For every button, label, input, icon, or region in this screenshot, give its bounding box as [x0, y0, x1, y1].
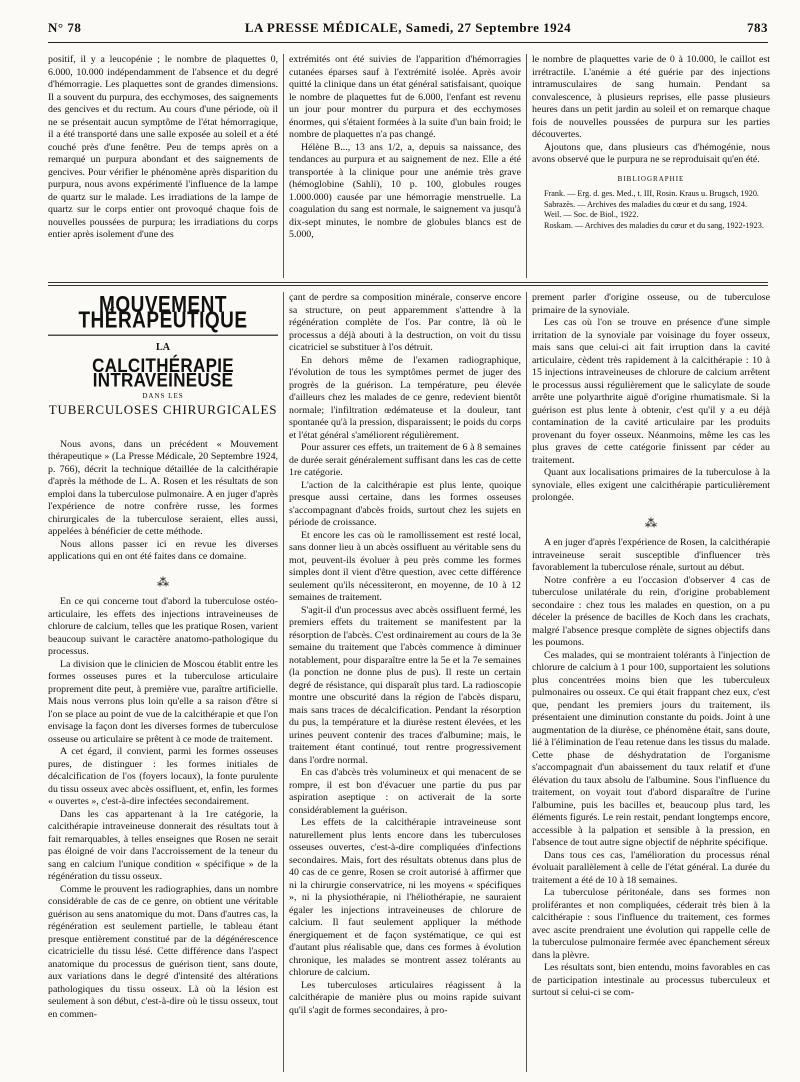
- issue-number: N° 78: [48, 20, 82, 35]
- bibliography-entry: Frank. — Erg. d. ges. Med., t. III, Rosin. Kraus u. Brugsch, 1920.: [544, 189, 759, 198]
- paragraph: le nombre de plaquettes varie de 0 à 10.000, le caillot est irrétractile. L'anémie a été guérie par des injections intramusculaires de sang humain. Pendant sa convalescence, à plusieurs reprises, elle passe plusieurs heures dans un petit jardin au soleil et on remarque chaque fois de nouvelles poussées de purpura sur les parties découvertes.: [532, 54, 770, 140]
- paragraph: La division que le clinicien de Moscou établit entre les formes osseuses pures et la tuberculose articulaire proprement dite peut, à première vue, paraître artificielle. Mais nous verrons plus loin qu'elle a sa raison d'être si l'on se place au point de vue de la calcithérapie et que l'on envisage la façon dont les diverses formes de tuberculose osseuse ou articulaire se prêtent à ce mode de traitement.: [48, 658, 278, 745]
- article-column-3: [532, 292, 770, 1072]
- paragraph: A en juger d'après l'expérience de Rosen, la calcithérapie intraveineuse serait susceptible d'influencer très favorablement la tuberculose rénale, surtout au début.: [532, 537, 770, 573]
- paragraph: En dehors même de l'examen radiographique, l'évolution de tous les symptômes permet de juger des progrès de la guérison. La température, peu élevée d'ailleurs chez les malades de ce genre, redevient bientôt normale; l'infiltration œdémateuse et la douleur, tant spontanée qu'à la pression, disparaissent; le poids du corps et l'état général s'améliorent régulièrement.: [289, 354, 521, 441]
- paragraph: Et encore les cas où le ramollissement est resté local, sans donner lieu à un abcès ossifluent au véritable sens du mot, peuvent-ils évoluer à peu près comme les formes simples dont il vient d'être question, avec cette différence seulement qu'ils nécessiteront, en moyenne, de 10 à 12 semaines de traitement.: [289, 529, 521, 603]
- paragraph: Les cas où l'on se trouve en présence d'une simple irritation de la synoviale par voisinage du foyer osseux, mais sans que celui-ci ait fait irruption dans la cavité articulaire, cèdent très rapidement à la calcithérapie : 10 à 15 injections intraveineuses de chlorure de calcium arrêtent le processus aussi régulièrement que le salicylate de soude arrête une polyarthrite aiguë d'origine rhumatismale. Si la guérison est plus lente à obtenir, c'est qu'il y a eu déjà contamination de la cavité articulaire par les produits provenant du foyer osseux. Néanmoins, même les cas les plus graves de cette catégorie finissent par céder au traitement.: [532, 317, 770, 466]
- bibliography-entry: Sabrazès. — Archives des maladies du cœur et du sang, 1924.: [544, 199, 748, 209]
- paragraph: Ces malades, qui se montraient tolérants à l'injection de chlorure de calcium à 1 pour 100, supportaient les solutions plus concentrées moins bien que les tuberculeux pulmonaires ou osseux. Ce qui était frappant chez eux, c'est que, pendant les premiers jours du traitement, ils présentaient une diminution constante du poids. Joint à une augmentation de la diurèse, ce phénomène était, sans doute, lié à l'élimination de l'eau retenue dans les tissus du malade. Cette phase de déshydratation de l'organisme s'accompagnait d'un abaissement du taux relatif et d'une élévation du taux absolu de l'albumine. Sous l'influence du traitement, on voyait tout d'abord disparaître de l'urine l'albumine, puis les bacilles et, beaucoup plus tard, les éléments figurés. Le rein restait, pendant longtemps encore, accessible à la palpation et sensible à la pression, en l'absence de tout autre signe objectif de néphrite spécifique.: [532, 649, 770, 848]
- paragraph: L'action de la calcithérapie est plus lente, quoique presque aussi certaine, dans les formes osseuses s'accompagnant d'abcès froids, surtout chez les sujets en période de croissance.: [289, 479, 521, 528]
- section-separator: ⁂: [645, 515, 657, 530]
- paragraph: En ce qui concerne tout d'abord la tuberculose ostéo-articulaire, les effets des injections intraveineuses de chlorure de calcium, telles que les pratique Rosen, varient beaucoup suivant le caractère anatomo-pathologique du processus.: [48, 596, 278, 657]
- paragraph: Hélène B..., 13 ans 1/2, a, depuis sa naissance, des tendances au purpura et au saignement de nez. Elle a été transportée à la clinique pour une anémie très grave (hémoglobine (Sahli), 10 p. 100, globules rouges 1.000.000) causée par une hémorragie menstruelle. La coagulation du sang est normale, le saignement va jusqu'à dix-sept minutes, le nombre de globules blancs est de 5.000,: [289, 141, 521, 240]
- article-subtitle: TUBERCULOSES CHIRURGICALES: [48, 402, 278, 417]
- section-title: MOUVEMENT THÉRAPEUTIQUE: [48, 292, 278, 336]
- title-connector: DANS LES: [142, 391, 184, 400]
- bibliography-entry: Weil. — Soc. de Biol., 1922.: [544, 210, 639, 219]
- column-rule: [526, 292, 527, 1072]
- paragraph: Les résultats sont, bien entendu, moins favorables en cas de participation intestinale au processus tuberculeux et surtout si celui-ci se com-: [532, 962, 770, 998]
- paragraph: A cet égard, il convient, parmi les formes osseuses pures, de distinguer : les formes initiales de décalcification de l'os (foyers locaux), la fonte purulente du tissu osseux avec abcès ossifluent, et, enfin, les formes « ouvertes », c'est-à-dire infectées secondairement.: [48, 746, 278, 807]
- paragraph: positif, il y a leucopénie ; le nombre de plaquettes 0, 6.000, 10.000 indépendamment de l'absence et du degré d'hémorragie. Les plaquettes sont de grandes dimensions. Il a souvent du purpura, des ecchymoses, des saignements des gencives et du rectum. Au cours d'une période, où il ne se présentait aucun symptôme de l'état hémorragique, il a été transporté dans une salle exposée au soleil et a été couché près d'une fenêtre. Peu de temps après on a remarqué un purpura abondant et des saignements de gencives. Pour vérifier le phénomène après disparition du purpura, nous avons expérimenté l'influence de la lampe de quartz sur le malade. Les irradiations de la lampe de quartz sur le corps entier ont provoqué chaque fois de nouvelles poussées de purpura; les irradiations du corps entier après isolement d'une des: [48, 54, 278, 240]
- column-rule: [283, 292, 284, 1072]
- column-rule: [526, 54, 527, 278]
- bibliography-title: BIBLIOGRAPHIE: [617, 174, 685, 183]
- paragraph: Quant aux localisations primaires de la tuberculose à la synoviale, elles exigent une calcithérapie particulièrement prolongée.: [532, 467, 770, 503]
- column-rule: [283, 54, 284, 278]
- page-header: [48, 12, 768, 43]
- top-column-1: [48, 54, 278, 278]
- section-divider: [48, 282, 768, 283]
- title-article-word: LA: [156, 342, 170, 353]
- paragraph: Pour assurer ces effets, un traitement de 6 à 8 semaines de durée serait généralement suffisant dans les cas de cette 1re catégorie.: [289, 442, 521, 478]
- paragraph: prement parler d'origine osseuse, ou de tuberculose primaire de la synoviale.: [532, 292, 770, 316]
- paragraph: Nous avons, dans un précédent « Mouvement thérapeutique » (La Presse Médicale, 20 Septembre 1924, p. 766), décrit la technique détaillée de la calcithérapie d'après la méthode de L. A. Rosen et les résultats de son emploi dans la tuberculose pulmonaire. A en juger d'après l'expérience de notre confrère russe, les formes chirurgicales de la tuberculose seraient, elles aussi, appelées à bénéficier de cette méthode.: [48, 438, 278, 537]
- journal-title: LA PRESSE MÉDICALE, Samedi, 27 Septembre 1924: [244, 20, 572, 35]
- paragraph: Notre confrère a eu l'occasion d'observer 4 cas de tuberculose unilatérale du rein, d'origine probablement secondaire : chez tous les malades en question, on a pu déceler la présence de bacilles de Koch dans les crachats, malgré l'absence presque complète de signes objectifs dans les poumons.: [532, 574, 770, 648]
- paragraph: Les effets de la calcithérapie intraveineuse sont naturellement plus lents encore dans les tuberculoses osseuses ouvertes, c'est-à-dire compliquées d'infections secondaires. Mais, fort des résultats obtenus dans plus de 40 cas de ce genre, Rosen se croit autorisé à affirmer que ni la chirurgie conservatrice, ni les moyens « spécifiques », ni la physiothérapie, ni l'héliothérapie, ne sauraient égaler les injections intraveineuses de chlorure de calcium. Il faut seulement appliquer la méthode énergiquement et de façon systématique, ce qui est d'autant plus réalisable que, dans ces formes à évolution chronique, les malades se montrent assez tolérants au chlorure de calcium.: [289, 817, 521, 978]
- section-divider: [48, 285, 768, 286]
- article-column-1: [48, 292, 278, 1072]
- page-number: 783: [747, 20, 768, 35]
- top-column-2: [289, 54, 521, 278]
- paragraph: La tuberculose péritonéale, dans ses formes non proliférantes et non compliquées, céderait très bien à la calcithérapie : sous l'influence du traitement, ces formes avec ascite prendraient une évolution qui rappelle celle de la tuberculose pulmonaire fermée avec épanchement séreux dans la plèvre.: [532, 887, 770, 961]
- paragraph: Comme le prouvent les radiographies, dans un nombre considérable de cas de ce genre, on obtient une véritable guérison au sens anatomique du mot. Dans d'autres cas, la régénération est seulement partielle, le tableau étant presque entièrement constitué par de la dégénérescence cicatricielle du tissu lésé. Cette différence dans l'aspect anatomique du processus de guérison tient, sans doute, aux variations dans le degré d'intensité des altérations pathologiques du tissu osseux. Là où la lésion est seulement à son début, c'est-à-dire où le tissu osseux, tout en commen-: [48, 883, 278, 1020]
- paragraph: En cas d'abcès très volumineux et qui menacent de se rompre, il est bon d'évacuer une partie du pus par aspiration aseptique : on activerait de la sorte considérablement la guérison.: [289, 767, 521, 816]
- paragraph: çant de perdre sa composition minérale, conserve encore sa structure, on peut apparemment s'attendre à la régénération complète de l'os. Par contre, là où le processus a déjà abouti à la destruction, on voit du tissu cicatriciel se substituer à l'os détruit.: [289, 292, 521, 353]
- paragraph: extrémités ont été suivies de l'apparition d'hémorragies cutanées éparses sauf à l'extrémité isolée. Après avoir quitté la clinique dans un état général satisfaisant, quoique le nombre de plaquettes fut de 6.000, l'enfant est revenu un jour pour montrer du purpura et des ecchymoses énormes, qui s'étaient formées à la suite d'un bain froid; le nombre de plaquettes n'a pas changé.: [289, 54, 521, 140]
- paragraph: S'agit-il d'un processus avec abcès ossifluent fermé, les premiers effets du traitement se manifestent par la résorption de l'abcès. C'est ordinairement au cours de la 3e semaine du traitement que l'abcès commence à diminuer notablement, pour disparaître entre la 5e et la 7e semaines (la ponction ne donne plus de pus). Il reste un certain degré de résistance, qui disparaît plus tard. La radioscopie montre une obscurité dans la région de l'abcès disparu, mais sans traces de décalcification. Pendant la résorption du pus, la température et la diurèse restent élevées, et les urines peuvent contenir des traces d'albumine; mais, le traitement étant continué, tout rentre progressivement dans l'ordre normal.: [289, 604, 521, 766]
- paragraph: Les tuberculoses articulaires réagissent à la calcithérapie de manière plus ou moins rapide suivant qu'il s'agit de formes secondaires, à pro-: [289, 979, 521, 1016]
- top-column-3: [532, 54, 770, 278]
- section-separator: ⁂: [157, 574, 169, 589]
- bibliography-entry: Roskam. — Archives des maladies du cœur et du sang, 1922-1923.: [544, 220, 764, 230]
- paragraph: Dans les cas appartenant à la 1re catégorie, la calcithérapie intraveineuse donnerait des résultats tout à fait remarquables, à telles enseignes que Rosen ne serait pas éloigné de voir dans l'accroissement de la teneur du sang en calcium l'unique condition « spécifique » de la régénération du tissu osseux.: [48, 808, 278, 882]
- paragraph: Dans tous ces cas, l'amélioration du processus rénal évoluait parallèlement à celle de l'état général. La durée du traitement a été de 10 à 18 semaines.: [532, 849, 770, 886]
- paragraph: Ajoutons que, dans plusieurs cas d'hémogénie, nous avons observé que le purpura ne se reproduisait qu'en été.: [532, 141, 770, 165]
- paragraph: Nous allons passer ici en revue les diverses applications qui en ont été faites dans ce domaine.: [48, 538, 278, 562]
- article-column-2: [289, 292, 521, 1072]
- article-title: CALCITHÉRAPIE INTRAVEINEUSE: [92, 354, 234, 391]
